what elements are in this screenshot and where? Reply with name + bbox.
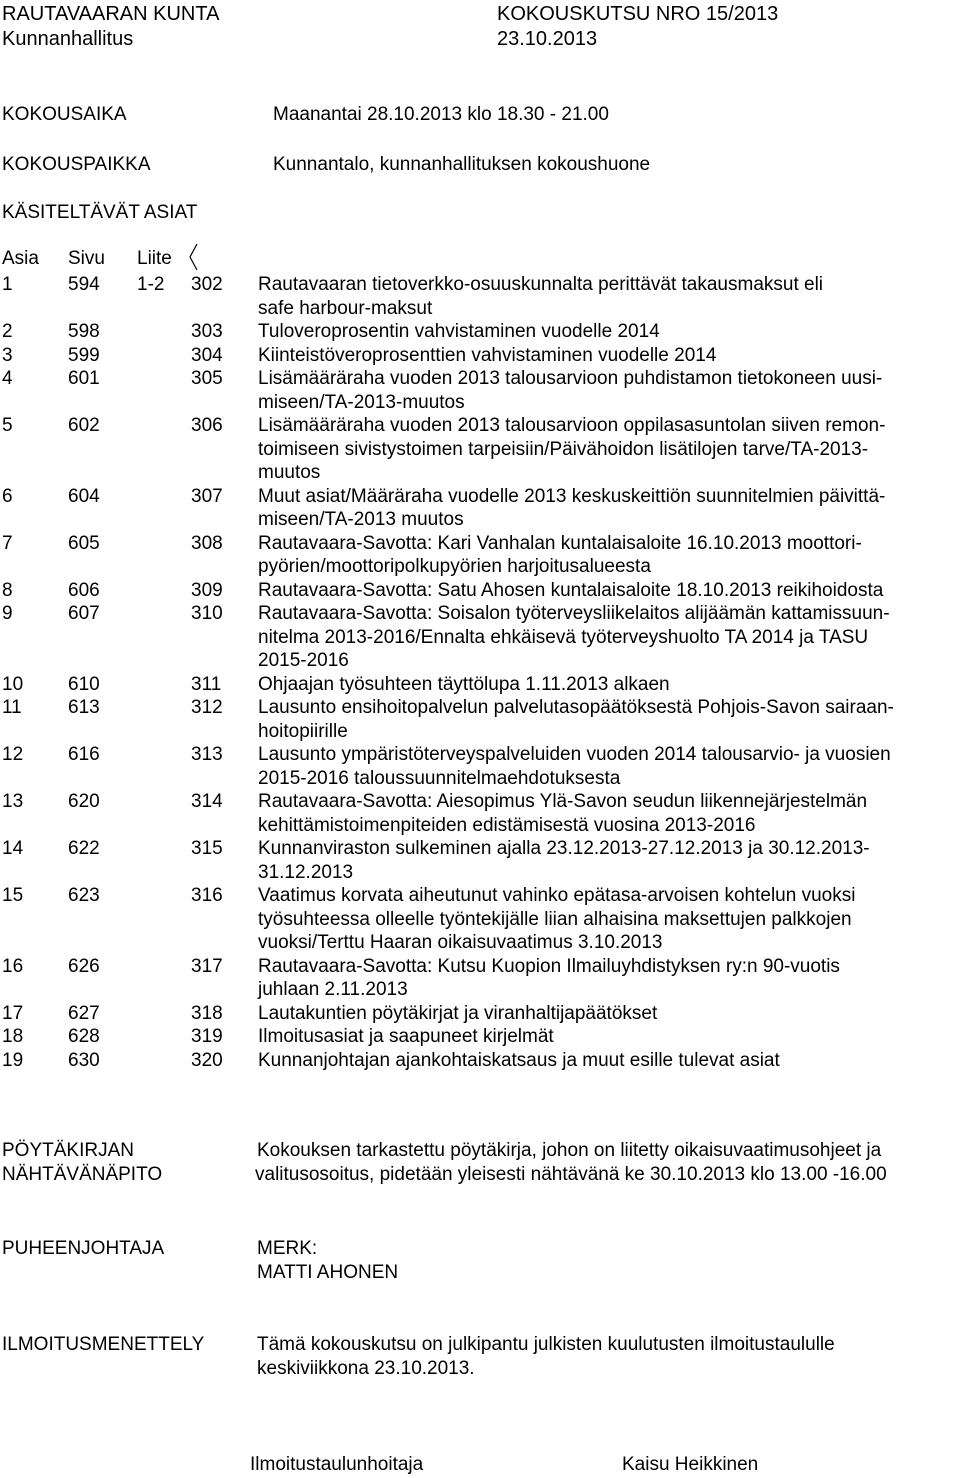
chair-name: MATTI AHONEN [257, 1262, 399, 1283]
agenda-item-asia: 12 [2, 744, 24, 765]
agenda-item-asia: 15 [2, 885, 24, 906]
agenda-item-title-line: pyörien/moottoripolkupyörien harjoitusalueesta [258, 556, 651, 577]
agenda-item-sivu: 602 [68, 415, 100, 436]
chair-merk: MERK: [257, 1238, 318, 1259]
agenda-item-liite: 1-2 [137, 274, 165, 295]
agenda-item-title-line: Ilmoitusasiat ja saapuneet kirjelmät [258, 1026, 554, 1047]
column-header-asia: Asia [2, 248, 39, 269]
minutes-label-line1: PÖYTÄKIRJAN [2, 1140, 134, 1161]
agenda-item-title-line: 2015-2016 [258, 650, 349, 671]
agenda-item-title-line: Kunnanviraston sulkeminen ajalla 23.12.2013-27.12.2013 ja 30.12.2013- [258, 838, 870, 859]
meeting-place-value: Kunnantalo, kunnanhallituksen kokoushuone [273, 154, 651, 175]
agenda-section-title: KÄSITELTÄVÄT ASIAT [2, 202, 198, 223]
agenda-item-title-line: Vaatimus korvata aiheutunut vahinko epätasa-arvoisen kohtelun vuoksi [258, 885, 856, 906]
agenda-item-number: 305 [191, 368, 223, 389]
doc-title: KOKOUSKUTSU NRO 15/2013 [497, 3, 779, 25]
agenda-item-title-line: Lausunto ympäristöterveyspalveluiden vuoden 2014 talousarvio- ja vuosien [258, 744, 891, 765]
agenda-item-asia: 8 [2, 579, 13, 601]
agenda-item-asia: 1 [2, 274, 13, 295]
column-header-liite: Liite [137, 248, 172, 269]
agenda-item-title-line: Lisämääräraha vuoden 2013 talousarvioon puhdistamon tietokoneen uusi- [258, 368, 883, 389]
agenda-item-title-line: Kiinteistöveroprosenttien vahvistaminen vuodelle 2014 [258, 344, 717, 366]
agenda-item-asia: 10 [2, 673, 24, 695]
agenda-item-sivu: 607 [68, 603, 100, 624]
agenda-item-asia: 3 [2, 344, 13, 366]
org-name: RAUTAVAARAN KUNTA [2, 3, 220, 25]
agenda-item-number: 309 [191, 579, 223, 601]
agenda-item-asia: 7 [2, 532, 13, 554]
agenda-item-number: 316 [191, 885, 223, 906]
agenda-item-title-line: hoitopiirille [258, 720, 348, 742]
agenda-item-asia: 4 [2, 368, 13, 389]
agenda-item-number: 314 [191, 791, 223, 812]
agenda-item-sivu: 601 [68, 368, 100, 389]
agenda-item-sivu: 630 [68, 1049, 100, 1071]
notice-text-line1: Tämä kokouskutsu on julkipantu julkisten kuulutusten ilmoitustaululle [257, 1334, 835, 1355]
agenda-item-sivu: 613 [68, 697, 100, 718]
agenda-item-number: 315 [191, 838, 223, 859]
agenda-item-title-line: Kunnanjohtajan ajankohtaiskatsaus ja muut esille tulevat asiat [258, 1049, 780, 1071]
agenda-item-title-line: muutos [258, 462, 321, 483]
notice-label: ILMOITUSMENETTELY [2, 1334, 205, 1355]
body-name: Kunnanhallitus [2, 28, 134, 50]
agenda-item-title-line: Lausunto ensihoitopalvelun palvelutasopäätöksestä Pohjois-Savon sairaan- [258, 697, 894, 718]
minutes-text-line1: Kokouksen tarkastettu pöytäkirja, johon on liitetty oikaisuvaatimusohjeet ja [257, 1140, 882, 1161]
agenda-item-asia: 2 [2, 321, 13, 342]
agenda-item-number: 318 [191, 1002, 223, 1024]
agenda-item-sivu: 604 [68, 485, 100, 507]
agenda-item-asia: 18 [2, 1026, 24, 1047]
agenda-item-title-line: nitelma 2013-2016/Ennalta ehkäisevä työterveyshuolto TA 2014 ja TASU [258, 626, 869, 648]
agenda-item-sivu: 627 [68, 1002, 100, 1024]
agenda-item-sivu: 605 [68, 532, 100, 554]
minutes-text-line2: valitusosoitus, pidetään yleisesti nähtävänä ke 30.10.2013 klo 13.00 -16.00 [255, 1164, 887, 1185]
agenda-item-sivu: 610 [68, 673, 100, 695]
agenda-item-number: 310 [191, 603, 223, 624]
agenda-item-number: 319 [191, 1026, 223, 1047]
agenda-item-number: 303 [191, 321, 223, 342]
agenda-item-number: 308 [191, 532, 223, 554]
agenda-item-title-line: miseen/TA-2013-muutos [258, 391, 465, 413]
agenda-item-title-line: Rautavaara-Savotta: Aiesopimus Ylä-Savon seudun liikennejärjestelmän [258, 791, 868, 812]
agenda-item-title-line: juhlaan 2.11.2013 [258, 979, 408, 1000]
agenda-item-number: 320 [191, 1049, 223, 1071]
agenda-item-title-line: Tuloveroprosentin vahvistaminen vuodelle 2014 [258, 321, 660, 342]
agenda-item-number: 304 [191, 344, 223, 366]
agenda-item-number: 306 [191, 415, 223, 436]
agenda-item-sivu: 599 [68, 344, 100, 366]
agenda-item-number: 317 [191, 955, 223, 977]
agenda-item-title-line: Muut asiat/Määräraha vuodelle 2013 keskuskeittiön suunnitelmien päivittä- [258, 485, 886, 507]
agenda-item-sivu: 616 [68, 744, 100, 765]
agenda-item-title-line: 31.12.2013 [258, 861, 354, 883]
agenda-item-sivu: 628 [68, 1026, 100, 1047]
meeting-place-label: KOKOUSPAIKKA [2, 154, 151, 175]
footer-right: Kaisu Heikkinen [622, 1454, 759, 1475]
agenda-item-title-line: Rautavaara-Savotta: Satu Ahosen kuntalaisaloite 18.10.2013 reikihoidosta [258, 579, 884, 601]
agenda-item-title-line: miseen/TA-2013 muutos [258, 509, 464, 530]
agenda-item-title-line: Rautavaaran tietoverkko-osuuskunnalta perittävät takausmaksut eli [258, 274, 824, 295]
agenda-item-title-line: työsuhteessa olleelle työntekijälle liian alhaisina maksettujen palkkojen [258, 908, 852, 930]
agenda-item-asia: 14 [2, 838, 24, 859]
agenda-item-asia: 9 [2, 603, 13, 624]
agenda-item-asia: 19 [2, 1049, 24, 1071]
agenda-item-asia: 17 [2, 1002, 24, 1024]
agenda-item-title-line: safe harbour-maksut [258, 297, 433, 319]
agenda-item-asia: 16 [2, 955, 24, 977]
agenda-item-asia: 6 [2, 485, 13, 507]
notice-text-line2: keskiviikkona 23.10.2013. [257, 1358, 475, 1379]
agenda-item-sivu: 594 [68, 274, 100, 295]
agenda-item-title-line: Lisämääräraha vuoden 2013 talousarvioon oppilasasuntolan siiven remon- [258, 415, 886, 436]
column-header-sivu: Sivu [68, 248, 105, 269]
section-marker-icon [187, 243, 199, 271]
agenda-item-title-line: Rautavaara-Savotta: Kari Vanhalan kuntalaisaloite 16.10.2013 moottori- [258, 532, 862, 554]
agenda-item-sivu: 598 [68, 321, 100, 342]
agenda-item-asia: 11 [2, 697, 22, 718]
agenda-item-title-line: Rautavaara-Savotta: Kutsu Kuopion Ilmailuyhdistyksen ry:n 90-vuotis [258, 955, 840, 977]
agenda-item-title-line: Lautakuntien pöytäkirjat ja viranhaltijapäätökset [258, 1002, 658, 1024]
agenda-item-title-line: toimiseen sivistystoimen tarpeisiin/Päivähoidon lisätilojen tarve/TA-2013- [258, 438, 869, 460]
doc-date: 23.10.2013 [497, 28, 598, 50]
minutes-label-line2: NÄHTÄVÄNÄPITO [2, 1164, 163, 1185]
agenda-item-title-line: Rautavaara-Savotta: Soisalon työterveysliikelaitos alijäämän kattamissuun- [258, 603, 890, 624]
agenda-item-number: 312 [191, 697, 223, 718]
agenda-item-number: 307 [191, 485, 223, 507]
agenda-item-sivu: 626 [68, 955, 100, 977]
agenda-item-sivu: 622 [68, 838, 100, 859]
agenda-item-sivu: 623 [68, 885, 100, 906]
meeting-time-label: KOKOUSAIKA [2, 104, 127, 125]
agenda-item-title-line: vuoksi/Terttu Haaran oikaisuvaatimus 3.10.2013 [258, 932, 663, 953]
agenda-item-number: 302 [191, 274, 223, 295]
meeting-time-value: Maanantai 28.10.2013 klo 18.30 - 21.00 [273, 104, 609, 125]
agenda-item-sivu: 620 [68, 791, 100, 812]
agenda-item-title-line: Ohjaajan työsuhteen täyttölupa 1.11.2013 alkaen [258, 673, 670, 695]
agenda-item-title-line: kehittämistoimenpiteiden edistämisestä vuosina 2013-2016 [258, 814, 756, 836]
agenda-item-asia: 13 [2, 791, 24, 812]
agenda-item-title-line: 2015-2016 taloussuunnitelmaehdotuksesta [258, 767, 621, 789]
agenda-item-number: 311 [191, 673, 222, 695]
chair-label: PUHEENJOHTAJA [2, 1238, 165, 1259]
agenda-item-number: 313 [191, 744, 223, 765]
agenda-item-asia: 5 [2, 415, 13, 436]
footer-left: Ilmoitustaulunhoitaja [250, 1454, 424, 1475]
agenda-item-sivu: 606 [68, 579, 100, 601]
